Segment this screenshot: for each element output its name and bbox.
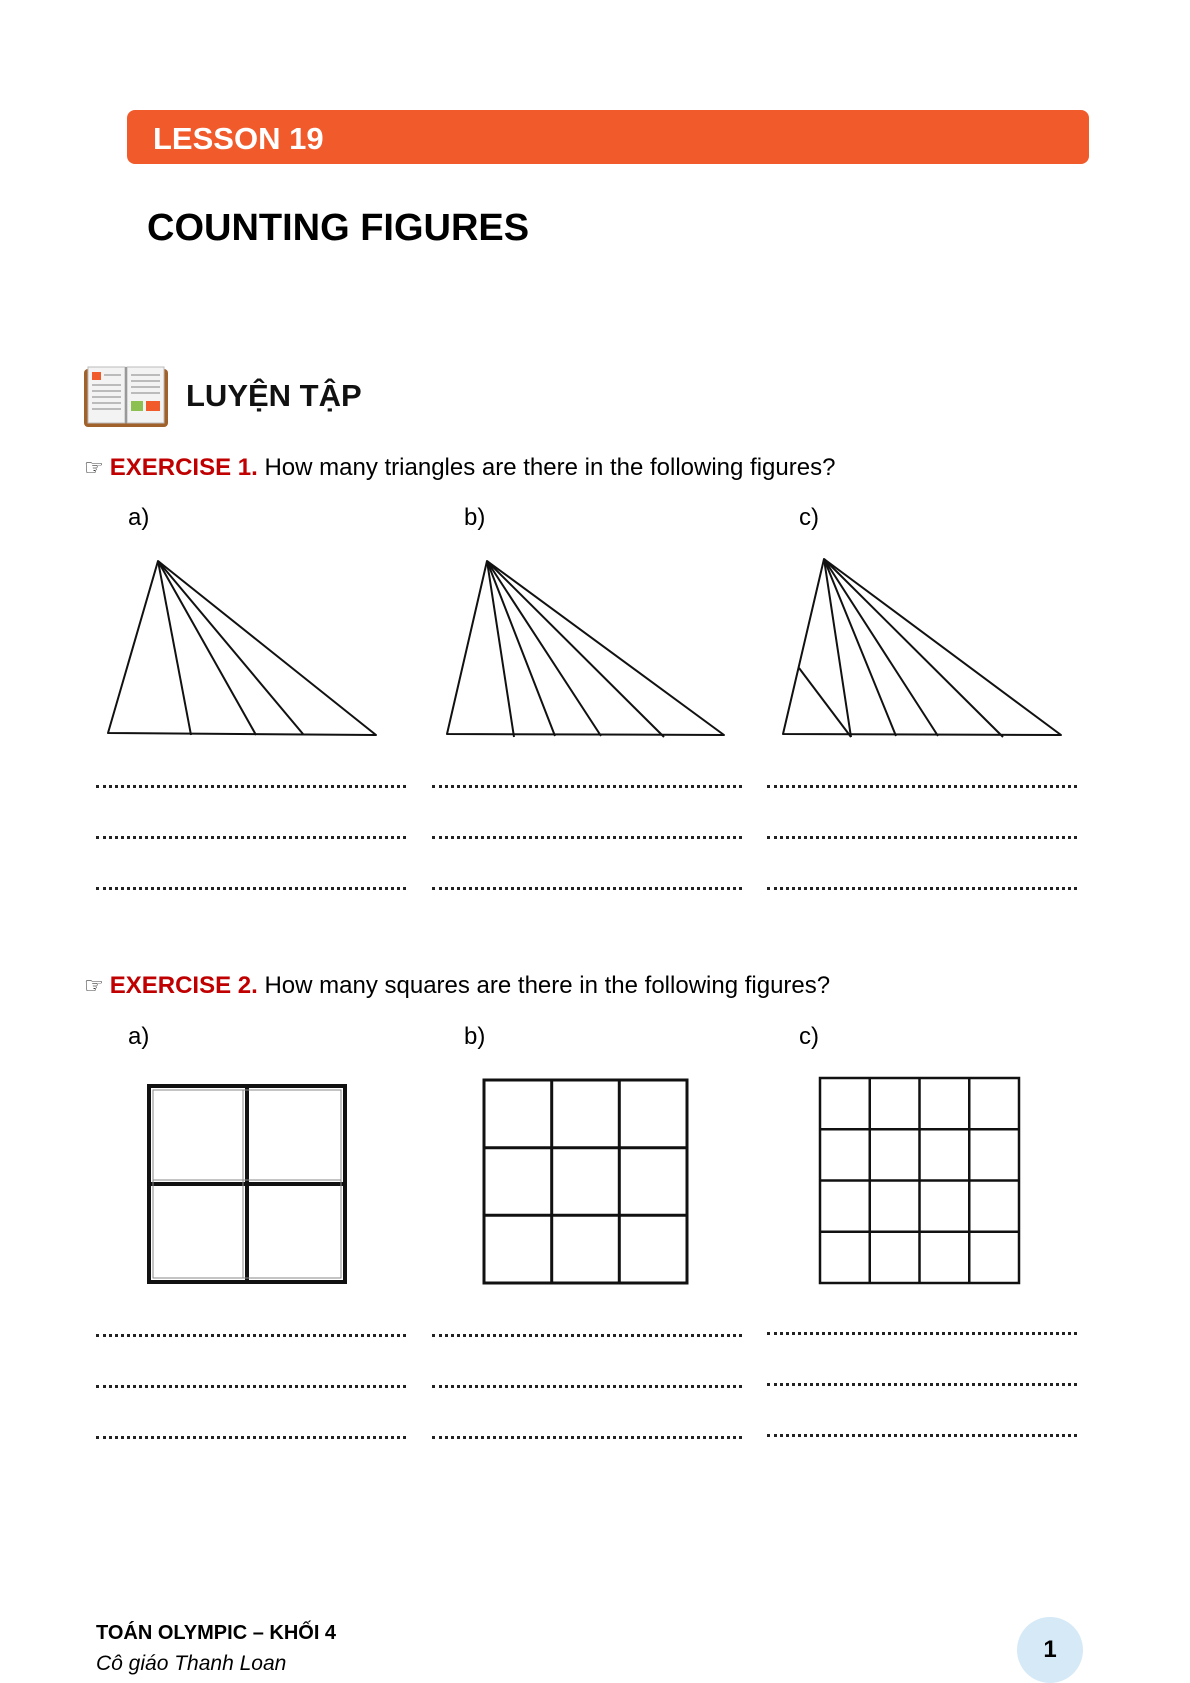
exercise-1-b-answer-line-3[interactable] (432, 887, 742, 890)
page-number: 1 (1043, 1636, 1057, 1663)
exercise-2-c-answer-line-3[interactable] (767, 1434, 1077, 1437)
exercise-2-b-answer-line-1[interactable] (432, 1334, 742, 1337)
page-number-badge (1017, 1617, 1083, 1683)
footer-title: TOÁN OLYMPIC – KHỐI 4 (96, 1622, 337, 1644)
exercise-1-c-answer-line-3[interactable] (767, 887, 1077, 890)
lesson-banner (127, 110, 1089, 164)
exercise-2-a-answer-line-3[interactable] (96, 1436, 406, 1439)
exercise-1-triangle-figure-c (775, 555, 1075, 745)
exercise-2-question: How many squares are there in the following figures? (264, 972, 831, 999)
exercise-2-c-answer-line-2[interactable] (767, 1383, 1077, 1386)
exercise-2-square-grid-c (817, 1075, 1023, 1287)
exercise-1-figure-b-label: b) (464, 504, 486, 531)
section-title: LUYỆN TẬP (186, 378, 362, 413)
exercise-2-square-grid-b (481, 1077, 691, 1287)
exercise-1-b-answer-line-2[interactable] (432, 836, 742, 839)
exercise-2-c-answer-line-1[interactable] (767, 1332, 1077, 1335)
exercise-1-c-answer-line-1[interactable] (767, 785, 1077, 788)
lesson-label: LESSON 19 (153, 121, 324, 156)
exercise-2-figure-c-label: c) (799, 1023, 819, 1050)
exercise-1-label: EXERCISE 1. (109, 454, 258, 481)
exercise-1-triangle-figure-a (100, 555, 390, 745)
exercise-1-b-answer-line-1[interactable] (432, 785, 742, 788)
exercise-1-a-answer-line-1[interactable] (96, 785, 406, 788)
exercise-1-figure-a-label: a) (128, 504, 150, 531)
exercise-1-c-answer-line-2[interactable] (767, 836, 1077, 839)
exercise-1-question: How many triangles are there in the following figures? (264, 454, 836, 481)
exercise-2-prompt (84, 972, 830, 1000)
exercise-2-a-answer-line-2[interactable] (96, 1385, 406, 1388)
exercise-1-a-answer-line-3[interactable] (96, 887, 406, 890)
exercise-1-prompt (84, 454, 835, 482)
exercise-1-triangle-figure-b (437, 555, 737, 745)
exercise-2-figure-a-label: a) (128, 1023, 150, 1050)
exercise-2-b-answer-line-2[interactable] (432, 1385, 742, 1388)
exercise-2-square-grid-a (145, 1082, 351, 1288)
exercise-2-label: EXERCISE 2. (109, 972, 258, 999)
exercise-1-figure-c-label: c) (799, 504, 819, 531)
pointing-hand-icon: ☞ (84, 455, 104, 480)
exercise-2-b-answer-line-3[interactable] (432, 1436, 742, 1439)
exercise-2-figure-b-label: b) (464, 1023, 486, 1050)
exercise-2-a-answer-line-1[interactable] (96, 1334, 406, 1337)
footer-author: Cô giáo Thanh Loan (96, 1652, 287, 1675)
exercise-1-a-answer-line-2[interactable] (96, 836, 406, 839)
pointing-hand-icon: ☞ (84, 973, 104, 998)
open-book-icon (82, 365, 170, 431)
page-title: COUNTING FIGURES (147, 207, 530, 249)
